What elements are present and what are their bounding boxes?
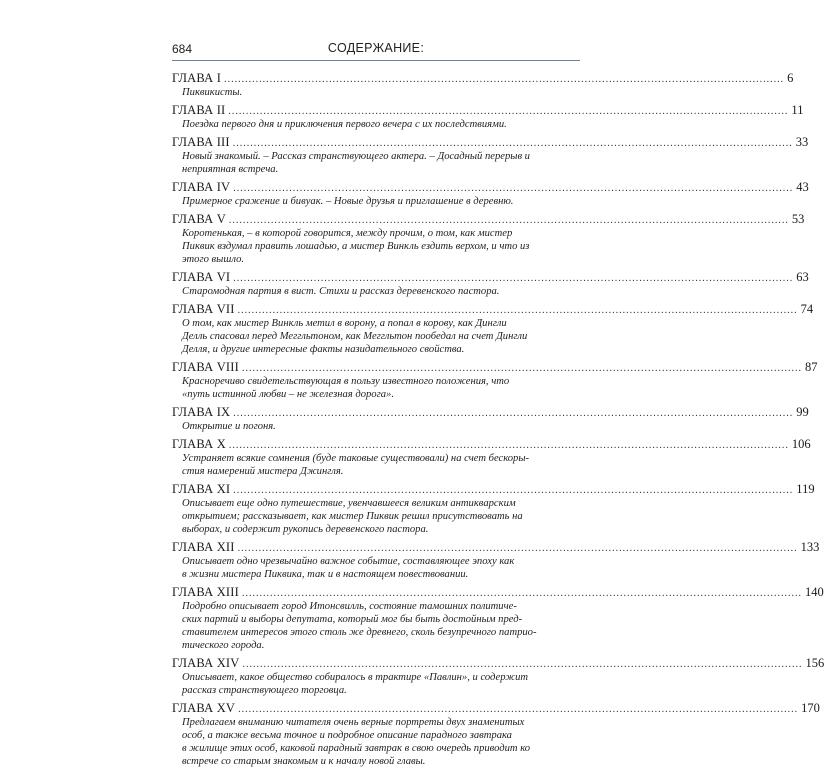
chapter-label: ГЛАВА XIII bbox=[172, 585, 240, 599]
dot-leader: ................................................................................................................................................................ bbox=[242, 363, 803, 374]
summary-line: открытием; рассказывает, как мистер Пиквик решил присутствовать на bbox=[182, 511, 523, 522]
chapter-line bbox=[172, 135, 809, 150]
toc-entry bbox=[172, 270, 809, 298]
chapter-page-number: 63 bbox=[796, 270, 809, 284]
dot-leader: ................................................................................................................................................................ bbox=[242, 659, 803, 670]
chapter-label: ГЛАВА II bbox=[172, 103, 226, 117]
chapter-page-number: 33 bbox=[795, 135, 809, 149]
chapter-page-number: 170 bbox=[801, 701, 820, 715]
chapter-line bbox=[172, 482, 815, 497]
summary-line: стия намерений мистера Джингля. bbox=[182, 466, 344, 477]
toc-entry bbox=[172, 103, 804, 131]
chapter-summary bbox=[182, 600, 572, 652]
chapter-summary bbox=[182, 227, 572, 266]
chapter-label: ГЛАВА XI bbox=[172, 482, 231, 496]
summary-line: в жилище этих особ, каковой парадный завтрак в свою очередь приводит ко bbox=[182, 743, 531, 754]
chapter-summary bbox=[182, 716, 572, 768]
summary-line: Поездка первого дня и приключения первого вечера с их последствиями. bbox=[182, 119, 507, 130]
summary-line: Описывает еще одно путешествие, увенчавшееся великим антикварским bbox=[182, 498, 516, 509]
toc-entry bbox=[172, 585, 824, 652]
page-number: 684 bbox=[172, 42, 193, 56]
summary-line: в жизни мистера Пиквика, так и в настоящем повествовании. bbox=[182, 569, 469, 580]
chapter-page-number: 119 bbox=[796, 482, 815, 496]
running-header bbox=[172, 40, 580, 61]
dot-leader: ................................................................................................................................................................ bbox=[237, 543, 798, 554]
chapter-summary bbox=[182, 86, 572, 99]
chapter-label: ГЛАВА VIII bbox=[172, 360, 240, 374]
toc-entry bbox=[172, 540, 820, 581]
toc-entry bbox=[172, 212, 805, 266]
chapter-line bbox=[172, 71, 794, 86]
chapter-summary bbox=[182, 118, 572, 131]
summary-line: Описывает одно чрезвычайно важное событие, составляющее эпоху как bbox=[182, 556, 515, 567]
dot-leader: ................................................................................................................................................................ bbox=[228, 106, 789, 117]
toc-entry bbox=[172, 360, 818, 401]
dot-leader: ................................................................................................................................................................ bbox=[233, 183, 794, 194]
summary-line: Пиквик вздумал править лошадью, а мистер Винкль ездить верхом, и что из bbox=[182, 241, 530, 252]
dot-leader: ................................................................................................................................................................ bbox=[233, 408, 794, 419]
chapter-line bbox=[172, 656, 824, 671]
toc-entry bbox=[172, 701, 820, 768]
toc-entry bbox=[172, 437, 811, 478]
chapter-summary bbox=[182, 497, 572, 536]
chapter-line bbox=[172, 360, 818, 375]
table-of-contents bbox=[172, 71, 824, 772]
chapter-line bbox=[172, 585, 824, 600]
summary-line: рассказ странствующего торговца. bbox=[182, 685, 347, 696]
summary-line: Делль спасовал перед Меггльтоном, как Меггльтон пообедал на счет Дингли bbox=[182, 331, 528, 342]
summary-line: Устраняет всякие сомнения (буде таковые существовали) на счет бескоры- bbox=[182, 453, 530, 464]
chapter-label: ГЛАВА XII bbox=[172, 540, 235, 554]
chapter-line bbox=[172, 212, 805, 227]
dot-leader: ................................................................................................................................................................ bbox=[242, 588, 803, 599]
summary-line: ставителем интересов этого столь же древнего, сколь безупречного патрио- bbox=[182, 627, 537, 638]
chapter-page-number: 43 bbox=[796, 180, 809, 194]
chapter-summary bbox=[182, 555, 572, 581]
chapter-label: ГЛАВА X bbox=[172, 437, 226, 451]
summary-line: встрече со старым знакомым и к началу новой главы. bbox=[182, 756, 426, 767]
chapter-page-number: 140 bbox=[805, 585, 824, 599]
summary-line: этого вышло. bbox=[182, 254, 245, 265]
summary-line: Старомодная партия в вист. Стихи и рассказ деревенского пастора. bbox=[182, 286, 500, 297]
chapter-line bbox=[172, 701, 820, 716]
chapter-line bbox=[172, 270, 809, 285]
toc-entry bbox=[172, 135, 809, 176]
chapter-page-number: 74 bbox=[800, 302, 814, 316]
chapter-line bbox=[172, 302, 814, 317]
chapter-label: ГЛАВА VII bbox=[172, 302, 235, 316]
chapter-label: ГЛАВА V bbox=[172, 212, 226, 226]
chapter-summary bbox=[182, 375, 572, 401]
summary-line: выборах, и содержит рукопись деревенского пастора. bbox=[182, 524, 429, 535]
chapter-page-number: 53 bbox=[791, 212, 805, 226]
chapter-label: ГЛАВА IX bbox=[172, 405, 231, 419]
chapter-page-number: 11 bbox=[791, 103, 804, 117]
chapter-summary bbox=[182, 317, 572, 356]
chapter-label: ГЛАВА III bbox=[172, 135, 230, 149]
chapter-line bbox=[172, 180, 809, 195]
toc-entry bbox=[172, 71, 794, 99]
toc-entry bbox=[172, 302, 814, 356]
dot-leader: ................................................................................................................................................................ bbox=[232, 138, 793, 149]
chapter-line bbox=[172, 437, 811, 452]
toc-entry bbox=[172, 482, 815, 536]
toc-entry bbox=[172, 405, 809, 433]
chapter-label: ГЛАВА XIV bbox=[172, 656, 240, 670]
chapter-label: ГЛАВА I bbox=[172, 71, 222, 85]
summary-line: тического города. bbox=[182, 640, 265, 651]
chapter-page-number: 106 bbox=[791, 437, 811, 451]
summary-line: Новый знакомый. – Рассказ странствующего актера. – Досадный перерыв и bbox=[182, 151, 530, 162]
chapter-summary bbox=[182, 452, 572, 478]
chapter-page-number: 6 bbox=[787, 71, 794, 85]
chapter-summary bbox=[182, 150, 572, 176]
chapter-line bbox=[172, 103, 804, 118]
chapter-label: ГЛАВА IV bbox=[172, 180, 231, 194]
chapter-page-number: 99 bbox=[796, 405, 809, 419]
summary-line: «путь истинной любви – не железная дорога». bbox=[182, 389, 394, 400]
dot-leader: ................................................................................................................................................................ bbox=[233, 273, 794, 284]
summary-line: О том, как мистер Винкль метил в ворону, а попал в корову, как Дингли bbox=[182, 318, 507, 329]
chapter-label: ГЛАВА VI bbox=[172, 270, 231, 284]
summary-line: Красноречиво свидетельствующая в пользу известного положения, что bbox=[182, 376, 510, 387]
summary-line: Подробно описывает город Итонсвилль, состояние тамошних политиче- bbox=[182, 601, 517, 612]
toc-entry bbox=[172, 180, 809, 208]
chapter-page-number: 133 bbox=[800, 540, 820, 554]
chapter-line bbox=[172, 405, 809, 420]
chapter-page-number: 156 bbox=[805, 656, 824, 670]
dot-leader: ................................................................................................................................................................ bbox=[238, 704, 799, 715]
running-title: СОДЕРЖАНИЕ: bbox=[327, 41, 425, 55]
summary-line: Пиквикисты. bbox=[182, 87, 243, 98]
chapter-label: ГЛАВА XV bbox=[172, 701, 236, 715]
summary-line: Описывает, какое общество собиралось в трактире «Павлин», и содержит bbox=[182, 672, 529, 683]
dot-leader: ................................................................................................................................................................ bbox=[237, 305, 798, 316]
summary-line: ских партий и выборы депутата, который мог бы быть достойным пред- bbox=[182, 614, 523, 625]
toc-entry bbox=[172, 656, 824, 697]
chapter-summary bbox=[182, 195, 572, 208]
dot-leader: ................................................................................................................................................................ bbox=[228, 215, 789, 226]
dot-leader: ................................................................................................................................................................ bbox=[233, 485, 794, 496]
summary-line: особ, а также весьма точное и подробное описание парадного завтрака bbox=[182, 730, 512, 741]
dot-leader: ................................................................................................................................................................ bbox=[228, 440, 789, 451]
chapter-summary bbox=[182, 285, 572, 298]
summary-line: Предлагаем вниманию читателя очень верные портреты двух знаменитых bbox=[182, 717, 525, 728]
summary-line: Открытие и погоня. bbox=[182, 421, 276, 432]
chapter-line bbox=[172, 540, 820, 555]
summary-line: Делля, и другие интересные факты назидательного свойства. bbox=[182, 344, 465, 355]
chapter-page-number: 87 bbox=[805, 360, 818, 374]
summary-line: Примерное сражение и бивуак. – Новые друзья и приглашение в деревню. bbox=[182, 196, 514, 207]
chapter-summary bbox=[182, 420, 572, 433]
summary-line: Коротенькая, – в которой говорится, между прочим, о том, как мистер bbox=[182, 228, 513, 239]
chapter-summary bbox=[182, 671, 572, 697]
dot-leader: ................................................................................................................................................................ bbox=[224, 74, 785, 85]
summary-line: неприятная встреча. bbox=[182, 164, 279, 175]
